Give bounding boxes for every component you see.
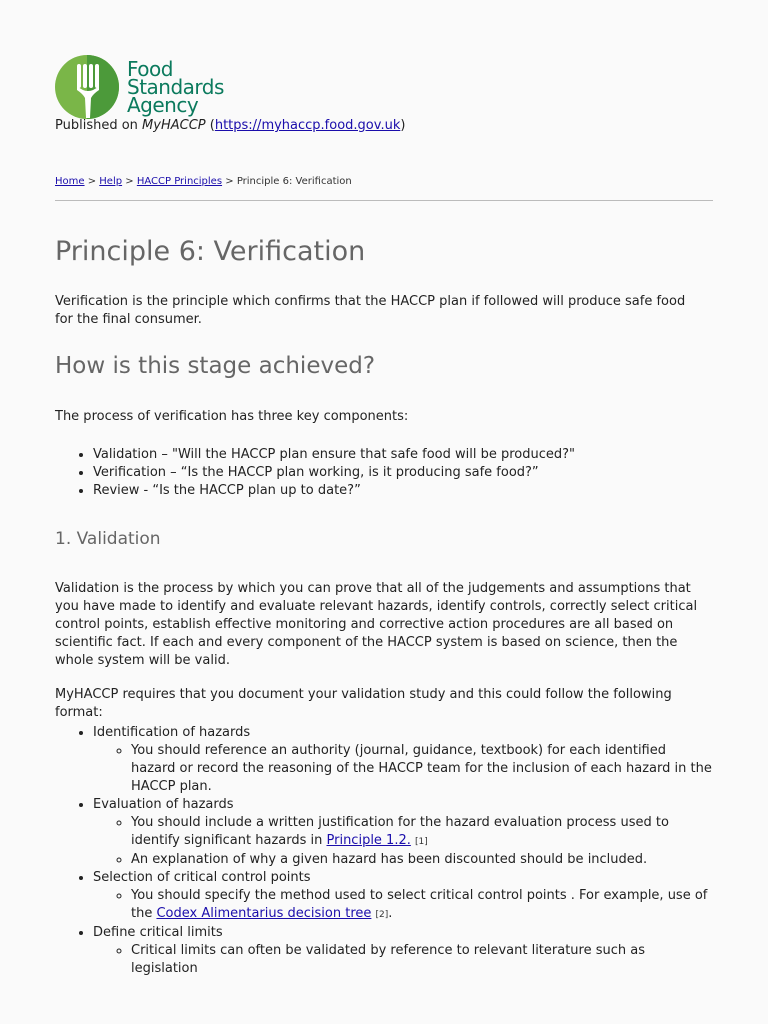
sub-list [93,942,713,978]
list-item-label: Evaluation of hazards [93,797,234,812]
components-list [55,446,575,500]
validation-paragraph: Validation is the process by which you can prove that all of the judgements and assumptions that you have made to identify and evaluate relevant hazards, identify controls, correctly select critical control points, establish effective monitoring and corrective action procedures are all based on scientific fact. If each and every component of the HACCP system is based on science, then the whole system will be valid. [55,581,698,668]
published-site: MyHACCP [142,118,206,133]
breadcrumb-separator: > [222,176,237,187]
sub-list-item: ◦ Critical limits can often be validated by reference to relevant literature such as legislation [131,942,713,978]
list-item: • Review - “Is the HACCP plan up to date?” [93,482,575,500]
published-open: ( [205,118,215,133]
sub-list-item [131,887,713,924]
sub-list-item: ◦ You should reference an authority (journal, guidance, textbook) for each identified hazard or record the reasoning of the HACCP team for the inclusion of each hazard in the HACCP plan. [131,742,713,796]
principle-1-2-link[interactable]: Principle 1.2. [326,833,411,848]
divider [55,200,713,201]
sub-list-item [131,814,713,851]
breadcrumb-current: Principle 6: Verification [236,176,352,187]
page-title: Principle 6: Verification [55,236,366,267]
breadcrumb-haccp-principles[interactable]: HACCP Principles [136,176,223,187]
section-heading: How is this stage achieved? [55,353,376,379]
breadcrumb-home[interactable]: Home [55,176,85,187]
codex-decision-tree-link[interactable]: Codex Alimentarius decision tree [156,906,372,921]
footnote-ref: [2] [375,910,389,920]
breadcrumb-help[interactable]: Help [99,176,123,187]
sub-list-end: . [388,906,393,921]
sub-heading-validation: 1. Validation [55,529,161,549]
list-item [93,796,713,869]
sub-list [93,742,713,796]
list-item-label: Selection of critical control points [93,870,311,885]
list-item-label: Identification of hazards [93,725,251,740]
fsa-logo-icon [55,54,121,120]
sub-list-text: You should specify the method used to select critical control points . For example, use of the [131,888,708,921]
breadcrumb-separator: > [122,176,137,187]
list-item [93,724,713,796]
sub-list-text: You should include a written justification for the hazard evaluation process used to identify significant hazards in [131,815,669,848]
list-item-label: Define critical limits [93,925,223,940]
intro-paragraph: Verification is the principle which confirms that the HACCP plan if followed will produce safe food for the final consumer. [55,294,686,327]
published-prefix: Published on [55,118,143,133]
published-on [55,118,405,133]
breadcrumb-separator: > [84,176,100,187]
breadcrumb [55,176,352,187]
format-list [55,724,713,978]
format-intro: MyHACCP requires that you document your validation study and this could follow the following format: [55,687,672,720]
site-url-link[interactable]: https://myhaccp.food.gov.uk [214,118,401,133]
logo-text-agency: Agency [127,93,199,117]
published-close: ) [400,118,406,133]
sub-list-item: ◦ An explanation of why a given hazard has been discounted should be included. [131,851,713,869]
sub-list [93,887,713,924]
logo-text-standards: Standards [127,75,224,99]
footnote-ref: [1] [415,837,428,847]
sub-list [93,814,713,869]
components-intro: The process of verification has three key components: [55,409,409,424]
list-item [93,869,713,924]
fsa-logo [55,54,255,118]
list-item: • Validation – "Will the HACCP plan ensure that safe food will be produced?" [93,446,575,464]
list-item: • Verification – “Is the HACCP plan working, is it producing safe food?” [93,464,575,482]
list-item [93,924,713,978]
logo-text-food: Food [127,57,173,81]
